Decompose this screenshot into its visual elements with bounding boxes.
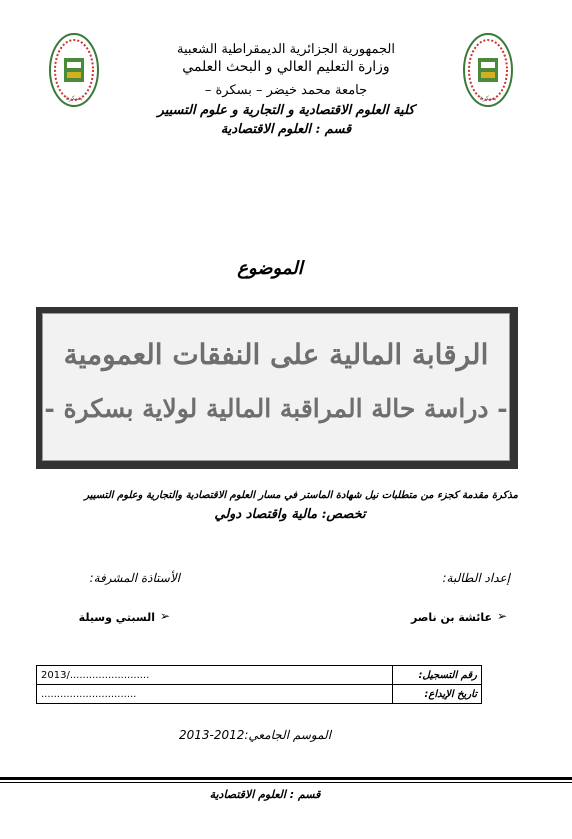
title-line-1: الرقابة المالية على النفقات العمومية xyxy=(63,338,489,371)
header-republic: الجمهورية الجزائرية الديمقراطية الشعبية xyxy=(177,42,395,57)
table-row xyxy=(37,666,482,685)
header-faculty: كلية العلوم الاقتصادية و التجارية و علوم التسيير xyxy=(157,103,415,118)
student-name: عائشة بن ناصر xyxy=(410,611,492,624)
seal-caption-left: بسكرة xyxy=(65,95,83,102)
supervisor-label: الأستاذة المشرفة: xyxy=(89,571,180,585)
university-seal-left xyxy=(48,30,100,110)
subject-label: الموضوع xyxy=(237,258,303,279)
university-seal-right xyxy=(462,30,514,110)
title-line-2: - دراسة حالة المراقبة المالية لولاية بسكرة - xyxy=(44,394,508,423)
registration-table xyxy=(36,665,482,704)
specialty-line: تخصص: مالية واقتصاد دولي xyxy=(214,507,366,522)
registration-number-value: 2013/......................... xyxy=(37,666,393,685)
deposit-date-label: تاريخ الإيداع: xyxy=(393,685,482,704)
memo-line: مذكرة مقدمة كجزء من متطلبات نيل شهادة الماستر في مسار العلوم الاقتصادية والتجارية وعلوم التسيير xyxy=(84,490,518,501)
footer-department: قسم : العلوم الاقتصادية xyxy=(209,788,321,801)
deposit-date-value: .............................. xyxy=(37,685,393,704)
registration-number-label: رقم التسجيل: xyxy=(393,666,482,685)
footer-divider-thick xyxy=(0,777,572,780)
supervisor-name: السبتي وسيلة xyxy=(78,611,155,624)
footer-divider-thin xyxy=(0,782,572,783)
title-box xyxy=(36,307,518,469)
arrow-icon: ➢ xyxy=(497,609,508,623)
header-ministry: وزارة التعليم العالي و البحث العلمي xyxy=(182,59,390,75)
header-department: قسم : العلوم الاقتصادية xyxy=(220,122,352,137)
title-box-inner xyxy=(42,313,510,461)
arrow-icon: ➢ xyxy=(160,609,171,623)
seal-caption-right: بسكرة xyxy=(479,95,497,102)
academic-season: الموسم الجامعي:2012-2013 xyxy=(178,728,332,742)
student-label: إعداد الطالبة: xyxy=(442,571,510,585)
table-row xyxy=(37,685,482,704)
header-university: جامعة محمد خيضر – بسكرة – xyxy=(204,83,368,98)
